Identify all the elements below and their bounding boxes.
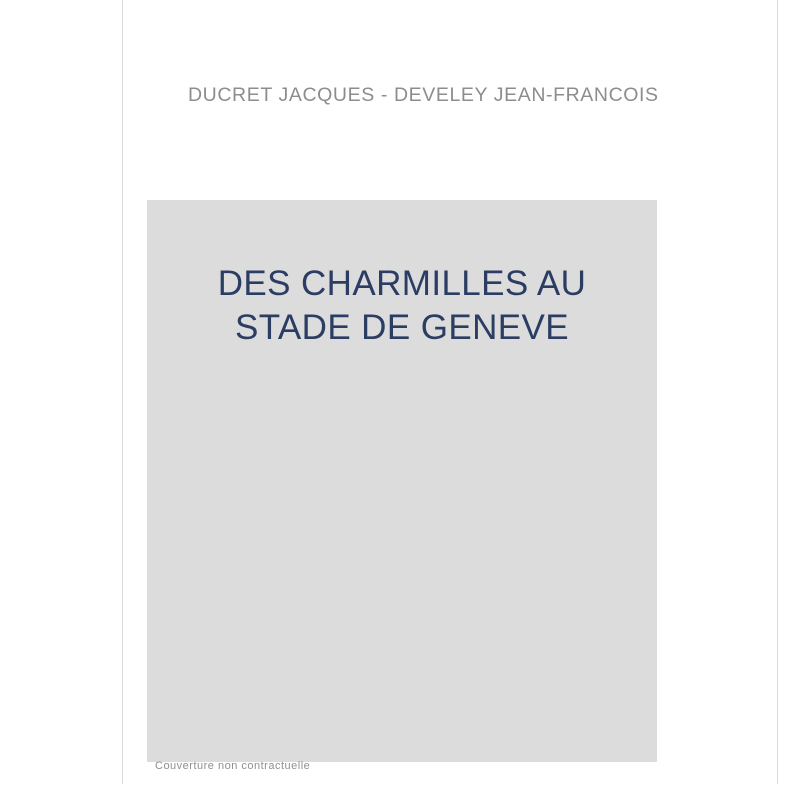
cover-title: DES CHARMILLES AU STADE DE GENEVE [217, 264, 587, 347]
book-cover-sheet [122, 0, 778, 784]
cover-artwork-placeholder [147, 200, 657, 762]
cover-authors: DUCRET JACQUES - DEVELEY JEAN-FRANCOIS [188, 84, 659, 106]
cover-disclaimer: Couverture non contractuelle [155, 760, 311, 772]
